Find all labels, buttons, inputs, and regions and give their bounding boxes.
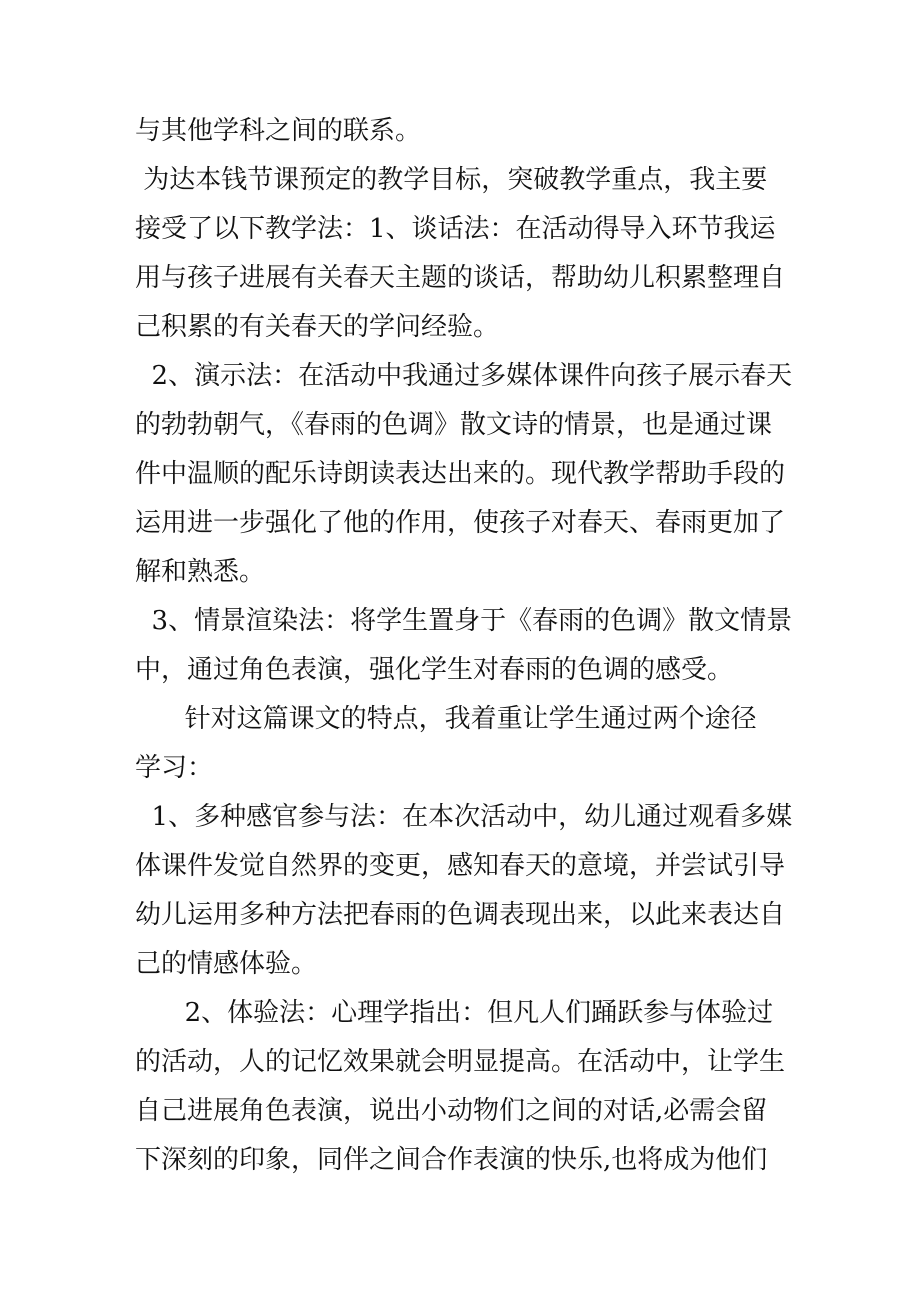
text-line-11: 3、情景渲染法：将学生置身于《春雨的色调》散文情景: [135, 606, 793, 636]
text-line-17: 幼儿运用多种方法把春雨的色调表现出来，以此来表达自: [135, 900, 786, 930]
text-line-14: 学习：: [135, 753, 214, 783]
text-line-21: 自己进展角色表演，说出小动物们之间的对话,必需会留: [135, 1096, 768, 1126]
text-line-22: 下深刻的印象，同伴之间合作表演的快乐,也将成为他们: [135, 1145, 768, 1175]
text-line-6: 2、演示法：在活动中我通过多媒体课件向孩子展示春天: [135, 361, 793, 391]
text-line-4: 用与孩子进展有关春天主题的谈话，帮助幼儿积累整理自: [135, 263, 786, 293]
text-line-16: 体课件发觉自然界的变更，感知春天的意境，并尝试引导: [135, 851, 786, 881]
text-line-7: 的勃勃朝气，《春雨的色调》散文诗的情景，也是通过课: [135, 410, 773, 440]
text-line-8: 件中温顺的配乐诗朗读表达出来的。现代教学帮助手段的: [135, 459, 786, 489]
text-line-1: 与其他学科之间的联系。: [135, 116, 422, 146]
text-line-19: 2、体验法：心理学指出：但凡人们踊跃参与体验过: [135, 998, 774, 1028]
text-line-10: 解和熟悉。: [135, 557, 266, 587]
text-line-2: 为达本钱节课预定的教学目标，突破教学重点，我主要: [135, 165, 768, 195]
text-line-18: 己的情感体验。: [135, 949, 318, 979]
text-line-9: 运用进一步强化了他的作用，使孩子对春天、春雨更加了: [135, 508, 786, 538]
text-line-12: 中，通过角色表演，强化学生对春雨的色调的感受。: [135, 655, 734, 685]
text-line-20: 的活动，人的记忆效果就会明显提高。在活动中，让学生: [135, 1047, 786, 1077]
text-line-3: 接受了以下教学法：1、谈话法：在活动得导入环节我运: [135, 214, 776, 244]
text-line-5: 己积累的有关春天的学问经验。: [135, 312, 500, 342]
text-line-13: 针对这篇课文的特点，我着重让学生通过两个途径: [135, 704, 757, 734]
text-line-15: 1、多种感官参与法：在本次活动中，幼儿通过观看多媒: [135, 802, 793, 832]
